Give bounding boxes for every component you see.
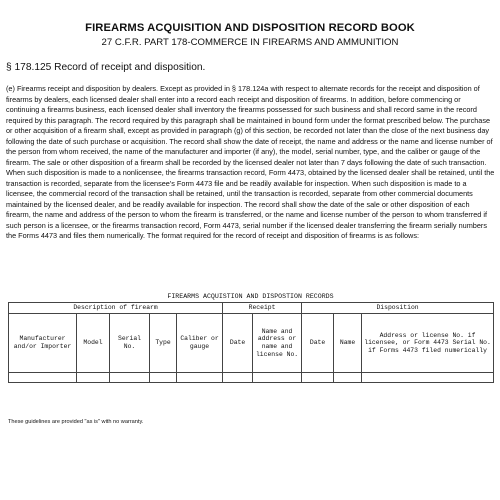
column-header-receipt-date: Date [223, 314, 253, 373]
group-header-description: Description of firearm [9, 303, 223, 314]
table-cell [362, 373, 494, 383]
table-cell [253, 373, 302, 383]
table-cell [302, 373, 334, 383]
group-header-disposition: Disposition [302, 303, 494, 314]
column-header-receipt-name: Name and address or name and license No. [253, 314, 302, 373]
column-header-disposition-address: Address or license No. if licensee, or Form 4473 Serial No. if Forms 4473 filed numerically [362, 314, 494, 373]
table-cell [150, 373, 177, 383]
table-empty-row [9, 373, 494, 383]
record-table-block [8, 293, 493, 383]
table-column-header-row [9, 314, 494, 373]
footer-disclaimer: These guidelines are provided "as is" with no warranty. [8, 419, 144, 425]
table-group-header-row [9, 303, 494, 314]
column-header-model: Model [77, 314, 110, 373]
table-cell [223, 373, 253, 383]
table-cell [177, 373, 223, 383]
table-cell [77, 373, 110, 383]
section-body: (e) Firearms receipt and disposition by dealers. Except as provided in § 178.124a with respect to alternate records for the receipt and disposition of firearms by dealers, each licensed dealer shall enter into a record each receipt and disposition of firearms. In addition, before commencing or continuing a firearms business, each licensed dealer shall inventory the firearms possessed for such business and shall record same in the record required by this paragraph. The record required by this paragraph shall be maintained in bound form under the format prescribed below. The purchase or other acquisition of a firearm shall, except as provided in paragraph (g) of this section, be recorded not later than the close of the next business day following the date of such purchase or acquisition. The record shall show the date of receipt, the name and address or the name and license number of the person from whom received, the name of the manufacturer and importer (if any), the model, serial number, type, and the caliber or gauge of the firearm. The sale or other disposition of a firearm shall be recorded by the licensed dealer not later than 7 days following the date of such transaction. When such disposition is made to a nonlicensee, the firearms transaction record, Form 4473, obtained by the licensed dealer shall be retained, until the transaction is recorded, separate from the licensee's Form 4473 file and be readily available for inspection. When such disposition is made to a licensee, the commercial record of the transaction shall be retained, until the transaction is recorded, separate from other commercial documents maintained by the licensed dealer, and be readily available for inspection. The record shall show the date of the sale or other disposition of each firearm, the name and address of the person to whom the firearm is transferred, or the name and license number of the person to whom transferred if such person is a licensee, or the firearms transaction record, Form 4473, serial number if the licensed dealer transferring the firearm serially numbers the Forms 4473 and files them numerically. The format required for the record of receipt and disposition of firearms is as follows: [6, 84, 495, 240]
column-header-serial: Serial No. [110, 314, 150, 373]
table-cell [334, 373, 362, 383]
document-subtitle: 27 C.F.R. PART 178-COMMERCE IN FIREARMS AND AMMUNITION [101, 37, 399, 48]
record-table-title: FIREARMS ACQUISTION AND DISPOSTION RECORDS [167, 293, 334, 300]
table-cell [110, 373, 150, 383]
group-header-receipt: Receipt [223, 303, 302, 314]
column-header-type: Type [150, 314, 177, 373]
column-header-disposition-name: Name [334, 314, 362, 373]
column-header-manufacturer: Manufacturer and/or Importer [9, 314, 77, 373]
section-heading: § 178.125 Record of receipt and disposition. [6, 62, 206, 73]
column-header-disposition-date: Date [302, 314, 334, 373]
record-table [8, 302, 494, 383]
table-cell [9, 373, 77, 383]
document-title: FIREARMS ACQUISITION AND DISPOSITION RECORD BOOK [85, 22, 415, 34]
column-header-caliber: Caliber or gauge [177, 314, 223, 373]
